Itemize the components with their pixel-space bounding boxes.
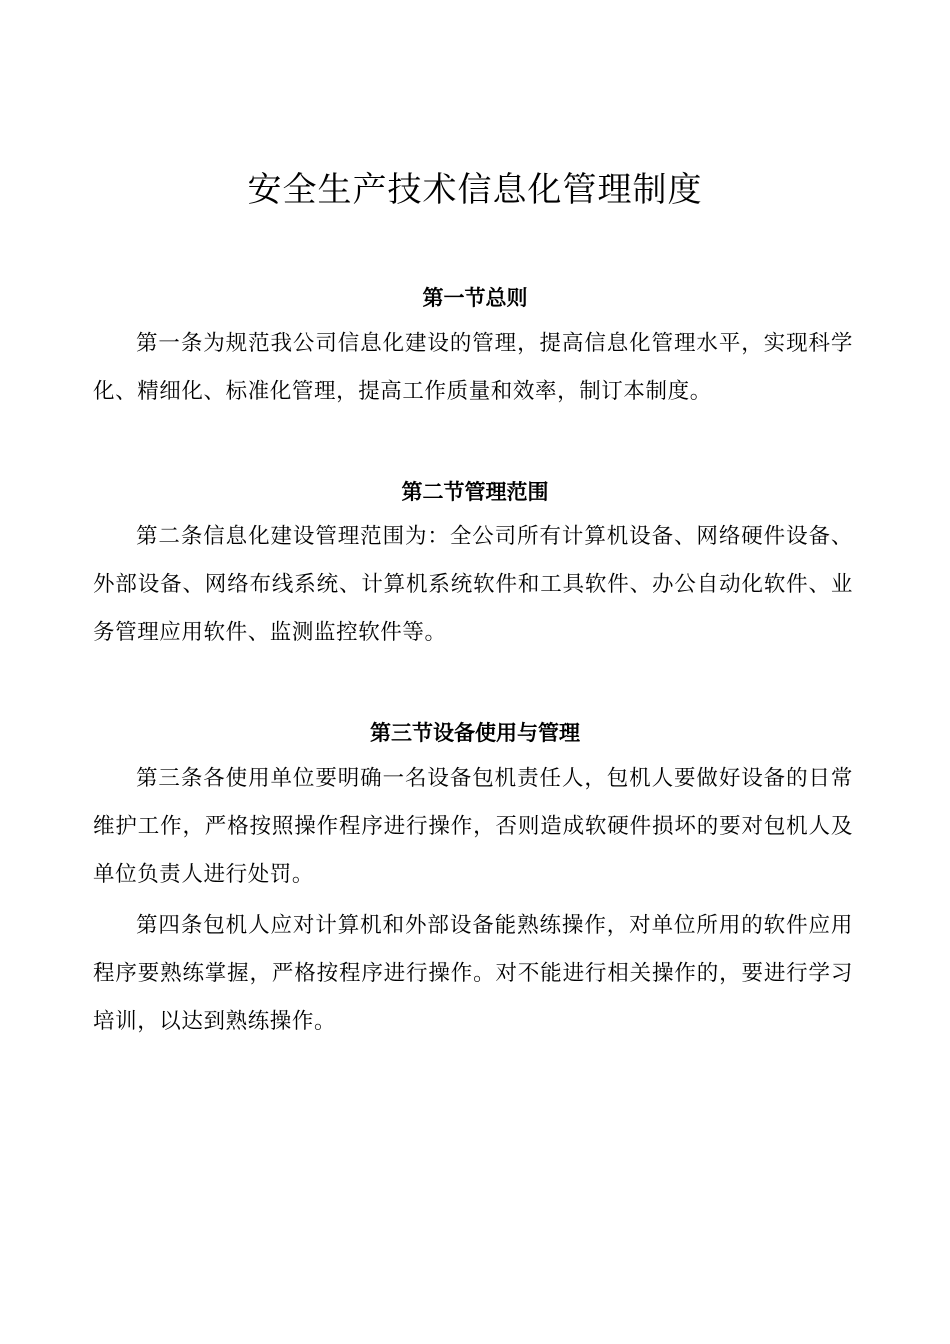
article-3-paragraph: 第三条各使用单位要明确一名设备包机责任人，包机人要做好设备的日常维护工作，严格按照操作程序进行操作，否则造成软硬件损坏的要对包机人及单位负责人进行处罚。: [93, 766, 853, 887]
section-heading-scope: 第二节管理范围: [401, 480, 549, 504]
document-title: 安全生产技术信息化管理制度: [247, 170, 703, 210]
article-2-paragraph: 第二条信息化建设管理范围为：全公司所有计算机设备、网络硬件设备、外部设备、网络布线系统、计算机系统软件和工具软件、办公自动化软件、业务管理应用软件、监测监控软件等。: [93, 524, 853, 645]
article-4-paragraph: 第四条包机人应对计算机和外部设备能熟练操作，对单位所用的软件应用程序要熟练掌握，严格按程序进行操作。对不能进行相关操作的，要进行学习培训，以达到熟练操作。: [93, 913, 853, 1034]
article-1-paragraph: 第一条为规范我公司信息化建设的管理，提高信息化管理水平，实现科学化、精细化、标准化管理，提高工作质量和效率，制订本制度。: [93, 331, 853, 404]
section-heading-general: 第一节总则: [422, 286, 528, 310]
section-heading-equipment: 第三节设备使用与管理: [370, 721, 580, 745]
